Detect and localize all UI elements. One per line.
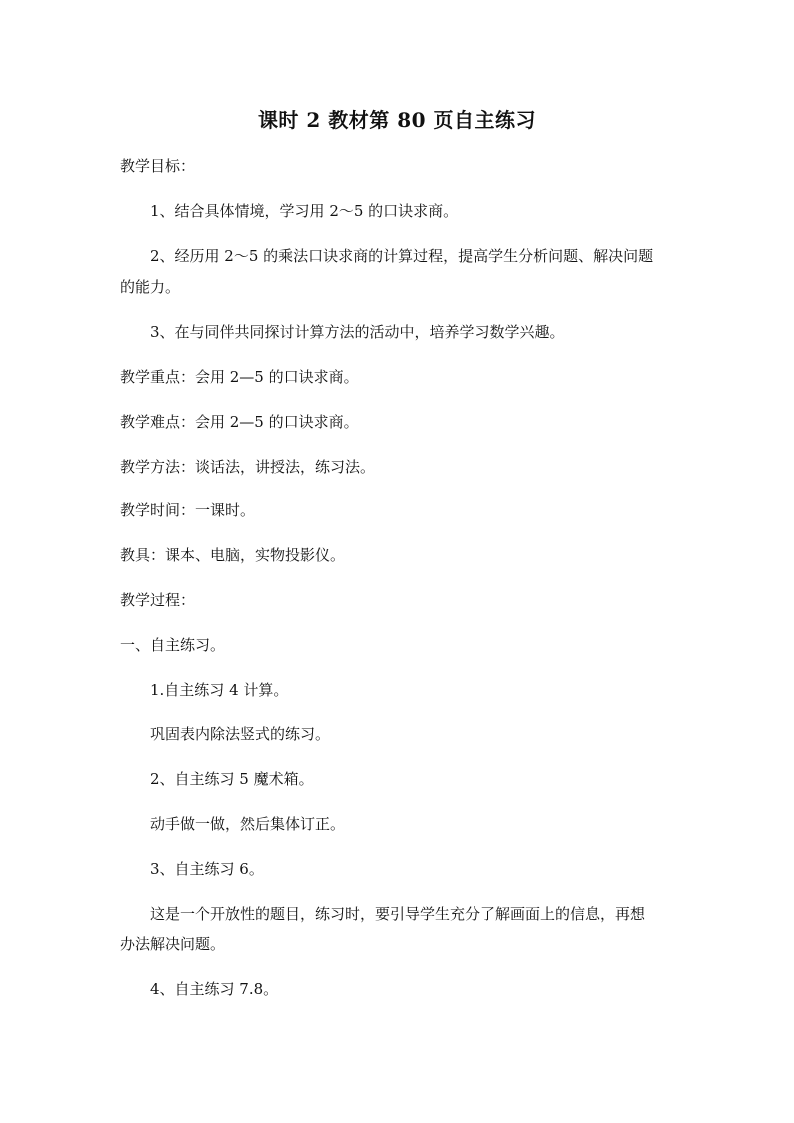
teaching-time: 教学时间：一课时。 [120, 501, 256, 519]
section-1-heading: 一、自主练习。 [120, 636, 226, 654]
exercise-item-1: 1.自主练习 4 计算。 [150, 681, 289, 699]
exercise-item-3-desc-line-2: 办法解决问题。 [120, 935, 226, 953]
goal-3: 3、在与同伴共同探讨计算方法的活动中，培养学习数学兴趣。 [150, 323, 565, 341]
goals-heading: 教学目标： [120, 157, 196, 175]
exercise-item-2: 2、自主练习 5 魔术箱。 [150, 770, 314, 788]
lesson-title: 课时 2 教材第 80 页自主练习 [257, 108, 537, 132]
key-point: 教学重点：会用 2—5 的口诀求商。 [120, 368, 359, 386]
teaching-methods: 教学方法：谈话法，讲授法，练习法。 [120, 458, 376, 476]
difficulty: 教学难点：会用 2—5 的口诀求商。 [120, 413, 359, 431]
exercise-item-1-desc: 巩固表内除法竖式的练习。 [150, 725, 331, 743]
goal-1: 1、结合具体情境，学习用 2～5 的口诀求商。 [150, 202, 459, 220]
goal-2-line-1: 2、经历用 2～5 的乘法口诀求商的计算过程，提高学生分析问题、解决问题 [150, 247, 654, 265]
goal-2-line-2: 的能力。 [120, 278, 181, 296]
process-heading: 教学过程： [120, 591, 196, 609]
exercise-item-3-desc-line-1: 这是一个开放性的题目，练习时，要引导学生充分了解画面上的信息，再想 [150, 905, 646, 923]
exercise-item-4: 4、自主练习 7.8。 [150, 980, 279, 998]
exercise-item-2-desc: 动手做一做，然后集体订正。 [150, 815, 346, 833]
exercise-item-3: 3、自主练习 6。 [150, 860, 264, 878]
teaching-tools: 教具：课本、电脑，实物投影仪。 [120, 546, 346, 564]
